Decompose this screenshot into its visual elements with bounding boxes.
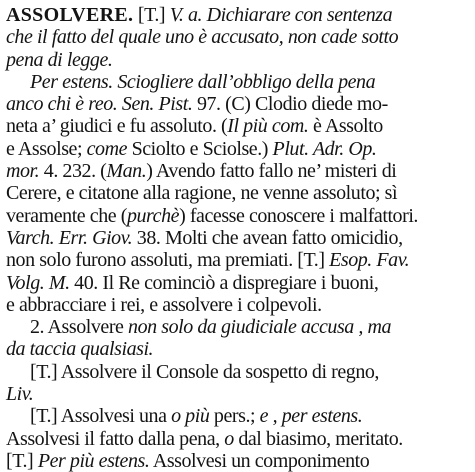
text-segment: [T.]: [6, 449, 38, 472]
entry-line-9: [6, 182, 467, 204]
entry-line-3: [6, 49, 467, 71]
text-segment: Sciolto e Sciolse.): [127, 137, 273, 160]
italic-segment: come: [86, 137, 128, 160]
entry-line-19: [6, 405, 467, 427]
italic-segment: Esop. Fav.: [329, 249, 410, 272]
text-segment: è Assolto: [308, 115, 383, 138]
entry-line-13: [6, 272, 467, 294]
text-segment: e Assolse;: [6, 137, 87, 160]
entry-line-2: [6, 26, 467, 48]
entry-line-8: [6, 160, 467, 182]
entry-line-11: [6, 227, 467, 249]
text-segment: Assolvesi un componimento: [149, 449, 370, 472]
text-segment: [T.]: [133, 4, 170, 26]
italic-segment: e , per estens.: [259, 405, 363, 428]
italic-segment: Varch. Err. Giov.: [6, 226, 133, 249]
entry-line-21: [6, 450, 467, 472]
italic-segment: o più: [171, 405, 210, 428]
text-segment: e abbracciare i rei, e assolvere i colpevoli.: [6, 293, 322, 316]
entry-line-6: [6, 115, 467, 137]
italic-segment: Per più estens.: [37, 449, 150, 472]
text-segment: ) Avendo fatto fallo ne’ misteri di: [146, 160, 397, 183]
entry-line-4: [6, 71, 467, 93]
entry-line-5: [6, 93, 467, 115]
italic-segment: o: [224, 427, 234, 450]
entry-line-7: [6, 138, 467, 160]
text-segment: 2. Assolvere: [30, 316, 129, 339]
italic-segment: mor.: [6, 160, 40, 183]
text-segment: 4. 232. (: [39, 160, 107, 183]
entry-line-16: [6, 338, 467, 360]
text-segment: 38. Molti che avean fatto omicidio,: [132, 226, 403, 249]
text-segment: Cerere, e citatone alla ragione, ne venne assoluto; sì: [6, 182, 398, 205]
entry-line-17: [6, 361, 467, 383]
text-segment: dal biasimo, meritato.: [233, 427, 403, 450]
entry-line-14: [6, 294, 467, 316]
italic-segment: Man.: [106, 160, 147, 183]
italic-segment: Per estens. Sciogliere dall’obbligo della pena: [30, 70, 376, 93]
italic-segment: anco chi è reo. Sen. Pist.: [6, 93, 193, 116]
italic-segment: che il fatto del quale uno è accusato, non cade sotto: [6, 26, 399, 49]
text-segment: non solo furono assoluti, ma premiati. [T.]: [6, 249, 330, 272]
italic-segment: non solo da giudiciale accusa , ma: [128, 316, 392, 339]
italic-segment: Liv.: [6, 383, 34, 406]
text-segment: [T.] Assolvere il Console da sospetto di regno,: [30, 360, 379, 383]
italic-segment: purchè: [126, 204, 180, 227]
italic-segment: Volg. M.: [6, 271, 70, 294]
text-segment: ) facesse conoscere i malfattori.: [179, 204, 418, 227]
text-segment: 40. Il Re cominciò a dispregiare i buoni,: [69, 271, 379, 294]
entry-line-1: [6, 4, 467, 26]
text-segment: Assolvesi il fatto dalla pena,: [6, 427, 225, 450]
italic-segment: da taccia qualsiasi.: [6, 338, 154, 361]
entry-line-18: [6, 383, 467, 405]
italic-segment: V. a. Dichiarare con sentenza: [169, 4, 393, 26]
headword: ASSOLVERE.: [6, 4, 134, 26]
text-segment: pers.;: [209, 405, 260, 428]
entry-line-20: [6, 428, 467, 450]
italic-segment: Il più com.: [227, 115, 309, 138]
italic-segment: pena di legge.: [6, 48, 113, 71]
text-segment: 97. (C) Clodio diede mo-: [192, 93, 388, 116]
entry-line-15: [6, 316, 467, 338]
entry-line-10: [6, 205, 467, 227]
italic-segment: Plut. Adr. Op.: [272, 137, 377, 160]
entry-line-12: [6, 249, 467, 271]
text-segment: [T.] Assolvesi una: [30, 405, 172, 428]
text-segment: veramente che (: [6, 204, 127, 227]
text-segment: neta a’ giudici e fu assoluto. (: [6, 115, 228, 138]
